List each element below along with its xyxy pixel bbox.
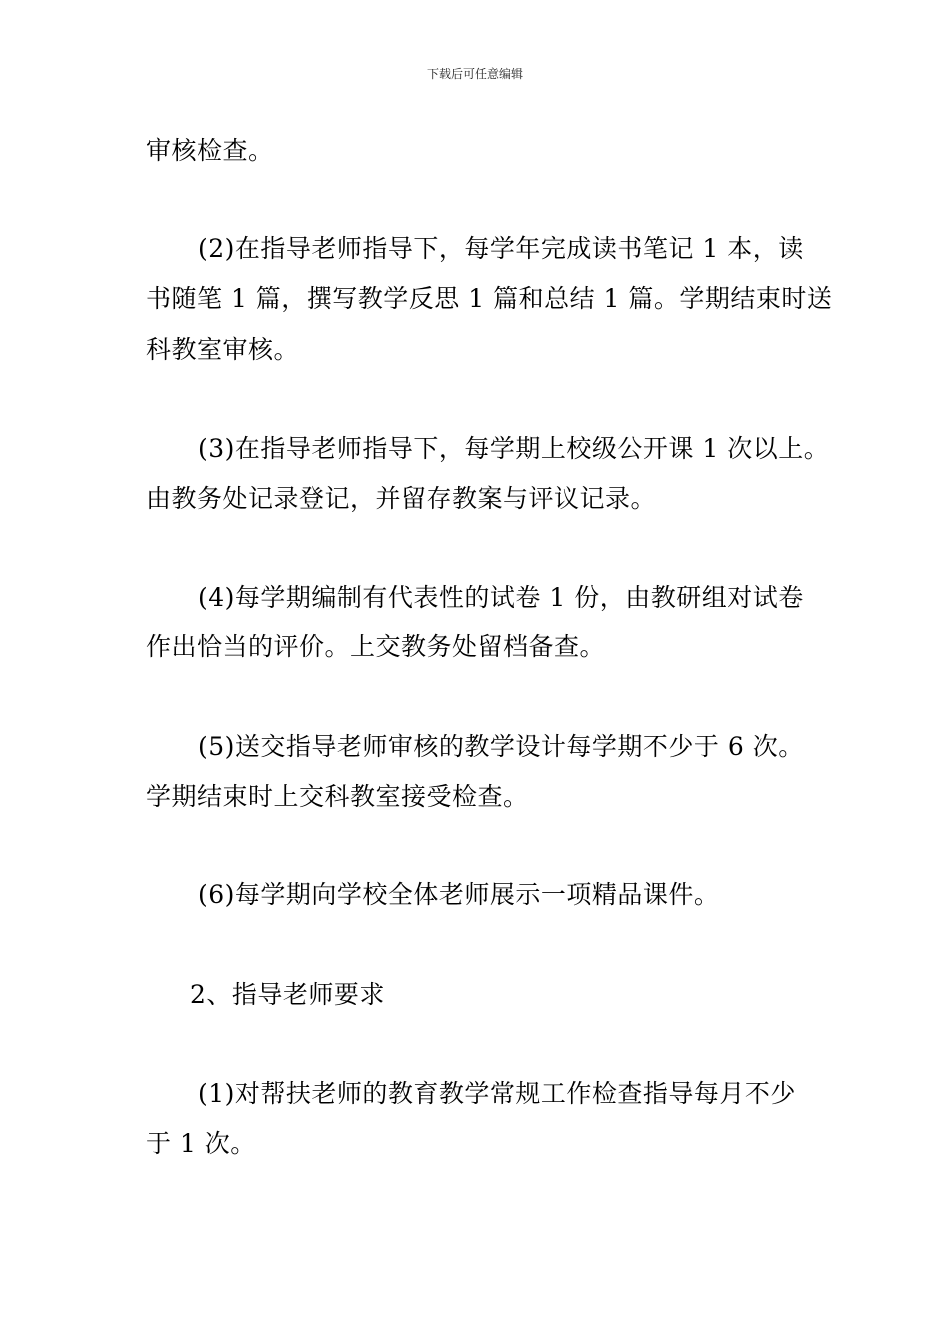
text-line: 学期结束时上交科教室接受检查。 [146, 782, 529, 811]
text-line: 作出恰当的评价。上交教务处留档备查。 [146, 632, 606, 661]
text-line: 书随笔 1 篇，撰写教学反思 1 篇和总结 1 篇。学期结束时送 [146, 284, 833, 313]
text-line: (1)对帮扶老师的教育教学常规工作检查指导每月不少 [198, 1079, 796, 1108]
text-line: (3)在指导老师指导下，每学期上校级公开课 1 次以上。 [198, 434, 830, 463]
text-line: 科教室审核。 [146, 335, 300, 364]
text-line: (4)每学期编制有代表性的试卷 1 份，由教研组对试卷 [198, 583, 804, 612]
section-heading: 2、指导老师要求 [190, 980, 385, 1009]
text-line: (6)每学期向学校全体老师展示一项精品课件。 [198, 880, 720, 909]
text-line: 于 1 次。 [146, 1129, 256, 1158]
text-line: (2)在指导老师指导下，每学年完成读书笔记 1 本，读 [198, 234, 804, 263]
page-header: 下载后可任意编辑 [426, 67, 523, 81]
text-line: 由教务处记录登记，并留存教案与评议记录。 [146, 484, 657, 513]
text-line: 审核检查。 [146, 136, 274, 165]
text-line: (5)送交指导老师审核的教学设计每学期不少于 6 次。 [198, 732, 804, 761]
